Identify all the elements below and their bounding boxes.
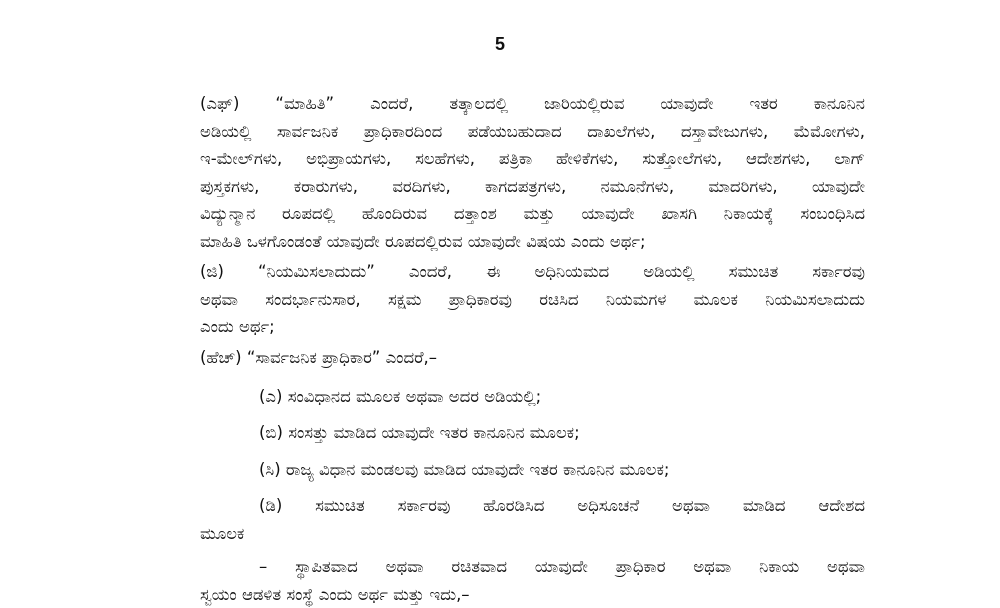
paragraph-line: ಎಂದು ಅರ್ಥ; [200, 313, 865, 341]
paragraph-line: ಸ್ವಯಂ ಆಡಳಿತ ಸಂಸ್ಥೆ ಎಂದು ಅರ್ಥ ಮತ್ತು ಇದು,– [200, 581, 865, 608]
paragraph-line: ಅಥವಾ ಸಂದರ್ಭಾನುಸಾರ, ಸಕ್ಷಮ ಪ್ರಾಧಿಕಾರವು ರಚಿಸಿದ ನಿಯಮಗಳ ಮೂಲಕ ನಿಯಮಿಸಲಾದುದು [200, 286, 865, 314]
paragraph-line: (ಡಿ) ಸಮುಚಿತ ಸರ್ಕಾರವು ಹೊರಡಿಸಿದ ಅಧಿಸೂಚನೆ ಅಥವಾ ಮಾಡಿದ ಆದೇಶದ [200, 492, 865, 520]
paragraph-line: ಅಡಿಯಲ್ಲಿ ಸಾರ್ವಜನಿಕ ಪ್ರಾಧಿಕಾರದಿಂದ ಪಡೆಯಬಹುದಾದ ದಾಖಲೆಗಳು, ದಸ್ತಾವೇಜುಗಳು, ಮೆಮೋಗಳು, [200, 118, 865, 146]
paragraph-line: ವಿದ್ಯುನ್ಮಾನ ರೂಪದಲ್ಲಿ ಹೊಂದಿರುವ ದತ್ತಾಂಶ ಮತ್ತು ಯಾವುದೇ ಖಾಸಗಿ ನಿಕಾಯಕ್ಕೆ ಸಂಬಂಧಿಸಿದ [200, 200, 865, 228]
paragraph-line: ಪುಸ್ತಕಗಳು, ಕರಾರುಗಳು, ವರದಿಗಳು, ಕಾಗದಪತ್ರಗಳು, ನಮೂನೆಗಳು, ಮಾದರಿಗಳು, ಯಾವುದೇ [200, 173, 865, 201]
definition-public-authority-heading: (ಹೆಚ್) “ಸಾರ್ವಜನಿಕ ಪ್ರಾಧಿಕಾರ” ಎಂದರೆ,– [200, 344, 437, 372]
sub-clause-a: (ಎ) ಸಂವಿಧಾನದ ಮೂಲಕ ಅಥವಾ ಅದರ ಅಡಿಯಲ್ಲಿ; [259, 383, 541, 411]
paragraph-line: – ಸ್ಥಾಪಿತವಾದ ಅಥವಾ ರಚಿತವಾದ ಯಾವುದೇ ಪ್ರಾಧಿಕಾರ ಅಥವಾ ನಿಕಾಯ ಅಥವಾ [200, 553, 865, 581]
definition-prescribed-paragraph [200, 258, 865, 341]
public-authority-tail-paragraph [200, 553, 865, 608]
paragraph-line: (ಜಿ) “ನಿಯಮಿಸಲಾದುದು” ಎಂದರೆ, ಈ ಅಧಿನಿಯಮದ ಅಡಿಯಲ್ಲಿ ಸಮುಚಿತ ಸರ್ಕಾರವು [200, 258, 865, 286]
sub-clause-d [200, 492, 865, 547]
paragraph-line: ಇ-ಮೇಲ್‌ಗಳು, ಅಭಿಪ್ರಾಯಗಳು, ಸಲಹೆಗಳು, ಪತ್ರಿಕಾ ಹೇಳಿಕೆಗಳು, ಸುತ್ತೋಲೆಗಳು, ಆದೇಶಗಳು, ಲಾಗ್ [200, 145, 865, 173]
paragraph-line: ಮಾಹಿತಿ ಒಳಗೊಂಡಂತೆ ಯಾವುದೇ ರೂಪದಲ್ಲಿರುವ ಯಾವುದೇ ವಿಷಯ ಎಂದು ಅರ್ಥ; [200, 228, 865, 256]
definition-information-paragraph [200, 90, 865, 255]
sub-clause-c: (ಸಿ) ರಾಜ್ಯ ವಿಧಾನ ಮಂಡಲವು ಮಾಡಿದ ಯಾವುದೇ ಇತರ ಕಾನೂನಿನ ಮೂಲಕ; [259, 456, 669, 484]
page-number: 5 [0, 34, 1000, 55]
paragraph-line: (ಎಫ್) “ಮಾಹಿತಿ” ಎಂದರೆ, ತತ್ಕಾಲದಲ್ಲಿ ಜಾರಿಯಲ್ಲಿರುವ ಯಾವುದೇ ಇತರ ಕಾನೂನಿನ [200, 90, 865, 118]
sub-clause-b: (ಬಿ) ಸಂಸತ್ತು ಮಾಡಿದ ಯಾವುದೇ ಇತರ ಕಾನೂನಿನ ಮೂಲಕ; [259, 419, 580, 447]
paragraph-line: ಮೂಲಕ [200, 520, 865, 548]
